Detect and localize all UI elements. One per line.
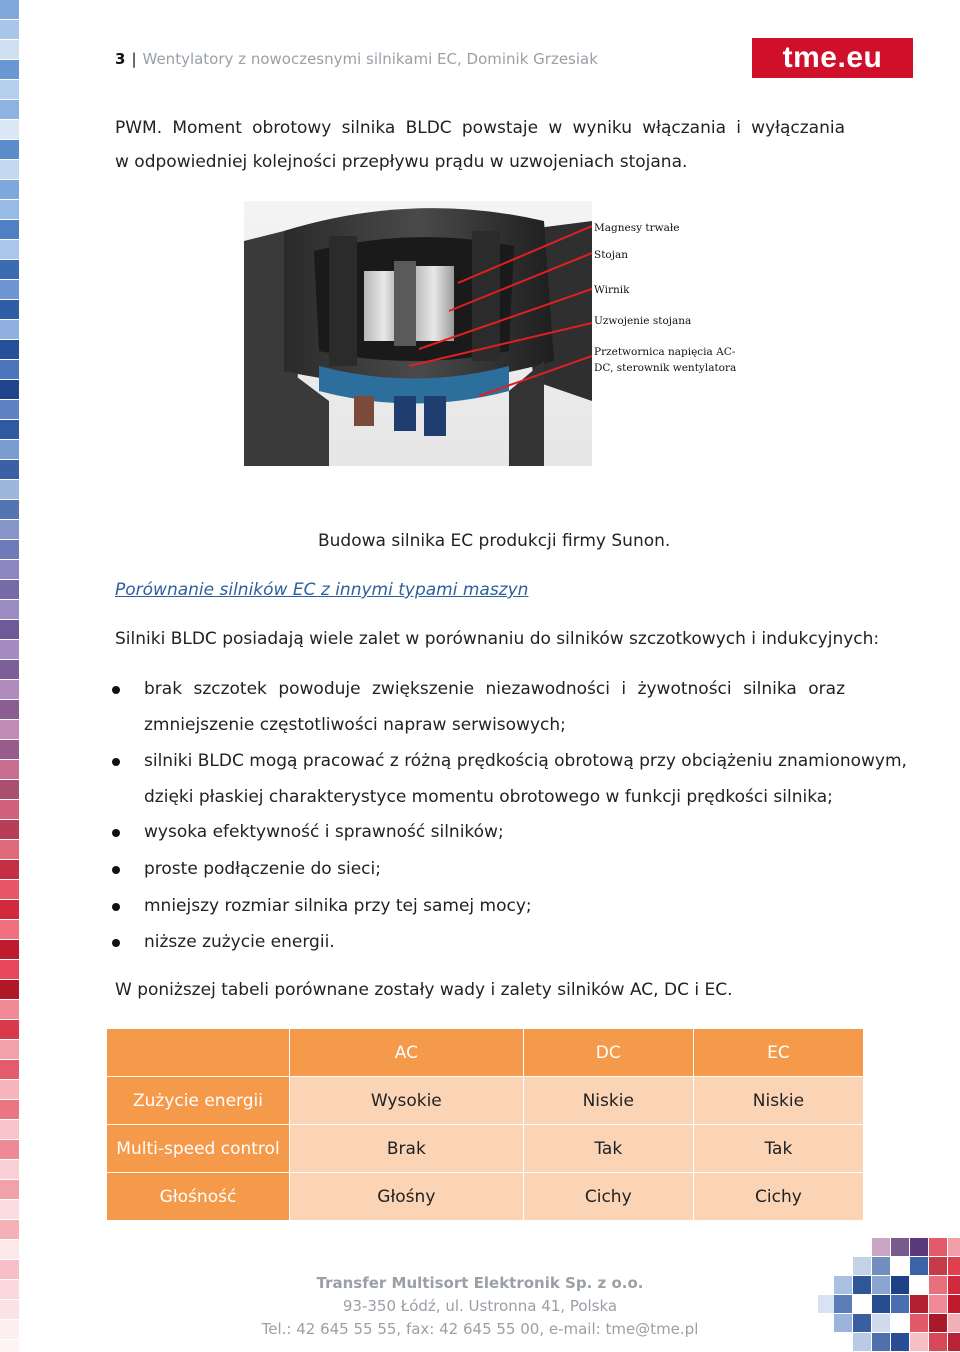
table-row	[107, 1173, 864, 1221]
strip-square	[0, 580, 19, 599]
strip-square	[0, 940, 19, 959]
table-header-ec: EC	[693, 1029, 863, 1077]
strip-square	[0, 760, 19, 779]
comparison-table	[106, 1028, 864, 1221]
bullet-dot	[112, 829, 120, 837]
bullet-1-line-1: brak szczotek powoduje zwiększenie niezawodności i żywotności silnika oraz	[144, 679, 845, 699]
strip-square	[0, 1220, 19, 1239]
annotation-stator: Stojan	[594, 249, 629, 261]
strip-square	[0, 1240, 19, 1259]
table-row	[107, 1077, 864, 1125]
strip-square	[0, 380, 19, 399]
cell-dc: Niskie	[523, 1077, 693, 1125]
bullet-1-line-2: zmniejszenie częstotliwości napraw serwisowych;	[144, 715, 566, 735]
strip-square	[0, 60, 19, 79]
strip-square	[0, 900, 19, 919]
bullet-dot	[112, 758, 120, 766]
strip-square	[0, 20, 19, 39]
section-heading: Porównanie silników EC z innymi typami maszyn	[115, 580, 529, 600]
strip-square	[0, 540, 19, 559]
strip-square	[0, 1160, 19, 1179]
strip-square	[0, 440, 19, 459]
strip-square	[0, 220, 19, 239]
strip-square	[0, 520, 19, 539]
strip-square	[0, 400, 19, 419]
strip-square	[0, 980, 19, 999]
strip-square	[0, 840, 19, 859]
strip-square	[0, 660, 19, 679]
strip-square	[0, 620, 19, 639]
strip-square	[0, 680, 19, 699]
table-header-row	[107, 1029, 864, 1077]
strip-square	[0, 280, 19, 299]
bullet-2-line-2: dzięki płaskiej charakterystyce momentu obrotowego w funkcji prędkości silnika;	[144, 787, 833, 807]
strip-square	[0, 140, 19, 159]
figure-caption: Budowa silnika EC produkcji firmy Sunon.	[318, 531, 671, 551]
annotation-magnets: Magnesy trwałe	[594, 222, 680, 234]
cell-ec: Niskie	[693, 1077, 863, 1125]
strip-square	[0, 1040, 19, 1059]
bullet-dot	[112, 903, 120, 911]
row-label: Multi-speed control	[107, 1125, 290, 1173]
tme-logo: tme.eu	[752, 38, 913, 78]
strip-square	[0, 180, 19, 199]
section-lead: Silniki BLDC posiadają wiele zalet w porównaniu do silników szczotkowych i indukcyjnych:	[115, 629, 880, 649]
strip-square	[0, 0, 19, 19]
ec-motor-photo	[244, 201, 592, 466]
annotation-converter-line-2: DC, sterownik wentylatora	[594, 362, 737, 374]
footer-address: 93-350 Łódź, ul. Ustronna 41, Polska	[342, 1297, 618, 1315]
bullet-5: mniejszy rozmiar silnika przy tej samej mocy;	[144, 896, 532, 916]
strip-square	[0, 360, 19, 379]
table-intro: W poniższej tabeli porównane zostały wady i zalety silników AC, DC i EC.	[115, 980, 733, 1000]
annotation-stator-winding: Uzwojenie stojana	[594, 315, 692, 327]
intro-line-2: w odpowiedniej kolejności przepływu prądu w uzwojeniach stojana.	[115, 152, 688, 172]
cell-ac: Wysokie	[290, 1077, 524, 1125]
footer-company: Transfer Multisort Elektronik Sp. z o.o.	[316, 1274, 644, 1292]
strip-square	[0, 420, 19, 439]
table-header-ac: AC	[290, 1029, 524, 1077]
strip-square	[0, 240, 19, 259]
table-header-empty	[107, 1029, 290, 1077]
strip-square	[0, 100, 19, 119]
strip-square	[0, 1020, 19, 1039]
strip-square	[0, 1340, 19, 1352]
strip-square	[0, 720, 19, 739]
strip-square	[0, 160, 19, 179]
strip-square	[0, 1100, 19, 1119]
strip-square	[0, 40, 19, 59]
strip-square	[0, 960, 19, 979]
cell-dc: Tak	[523, 1125, 693, 1173]
annotation-rotor: Wirnik	[594, 284, 630, 296]
strip-square	[0, 880, 19, 899]
strip-square	[0, 740, 19, 759]
table-header-dc: DC	[523, 1029, 693, 1077]
strip-square	[0, 260, 19, 279]
strip-square	[0, 800, 19, 819]
decorative-mosaic	[818, 1238, 960, 1352]
bullet-dot	[112, 866, 120, 874]
cell-ac: Głośny	[290, 1173, 524, 1221]
strip-square	[0, 700, 19, 719]
strip-square	[0, 600, 19, 619]
cell-ec: Tak	[693, 1125, 863, 1173]
strip-square	[0, 1200, 19, 1219]
strip-square	[0, 120, 19, 139]
cell-dc: Cichy	[523, 1173, 693, 1221]
strip-square	[0, 1080, 19, 1099]
row-label: Głośność	[107, 1173, 290, 1221]
strip-square	[0, 1140, 19, 1159]
strip-square	[0, 920, 19, 939]
bullet-dot	[112, 686, 120, 694]
strip-square	[0, 340, 19, 359]
strip-square	[0, 460, 19, 479]
strip-square	[0, 300, 19, 319]
cell-ac: Brak	[290, 1125, 524, 1173]
strip-square	[0, 640, 19, 659]
row-label: Zużycie energii	[107, 1077, 290, 1125]
document-title: Wentylatory z nowoczesnymi silnikami EC, Dominik Grzesiak	[142, 50, 598, 68]
strip-square	[0, 480, 19, 499]
page-header	[115, 50, 598, 68]
strip-square	[0, 1180, 19, 1199]
bullet-2-line-1: silniki BLDC mogą pracować z różną prędkością obrotową przy obciążeniu znamionowym,	[144, 751, 907, 771]
decorative-color-strip	[0, 0, 19, 1352]
strip-square	[0, 1000, 19, 1019]
header-separator: |	[131, 50, 137, 68]
strip-square	[0, 500, 19, 519]
strip-square	[0, 560, 19, 579]
footer-contact: Tel.: 42 645 55 55, fax: 42 645 55 00, e-mail: tme@tme.pl	[261, 1320, 699, 1338]
strip-square	[0, 820, 19, 839]
table-row	[107, 1125, 864, 1173]
strip-square	[0, 1060, 19, 1079]
strip-square	[0, 1120, 19, 1139]
strip-square	[0, 80, 19, 99]
strip-square	[0, 780, 19, 799]
strip-square	[0, 320, 19, 339]
bullet-3: wysoka efektywność i sprawność silników;	[144, 822, 504, 842]
bullet-dot	[112, 939, 120, 947]
strip-square	[0, 860, 19, 879]
intro-line-1: PWM. Moment obrotowy silnika BLDC powstaje w wyniku włączania i wyłączania	[115, 118, 845, 138]
bullet-4: proste podłączenie do sieci;	[144, 859, 381, 879]
cell-ec: Cichy	[693, 1173, 863, 1221]
bullet-6: niższe zużycie energii.	[144, 932, 335, 952]
strip-square	[0, 200, 19, 219]
page-number: 3	[115, 50, 126, 68]
annotation-converter-line-1: Przetwornica napięcia AC-	[594, 346, 736, 358]
